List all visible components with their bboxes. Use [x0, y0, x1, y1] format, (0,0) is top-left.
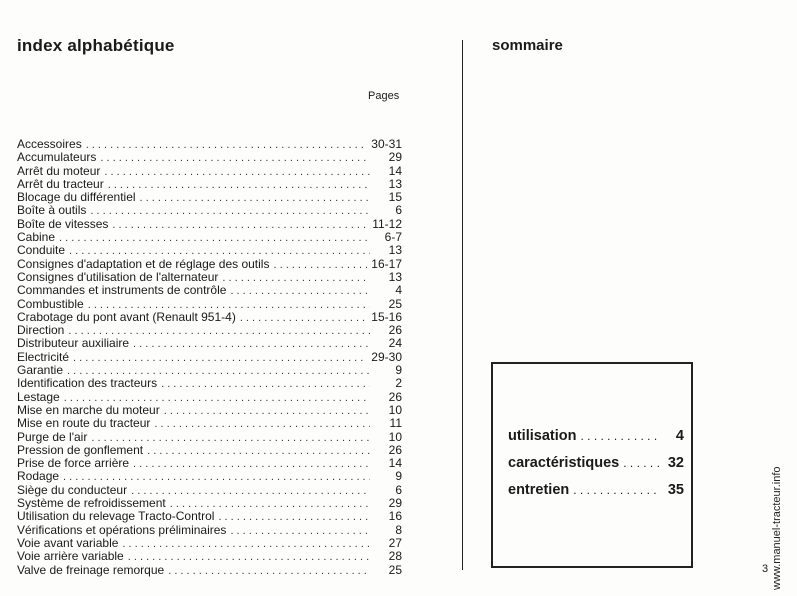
index-entry-label: Accessoires: [17, 137, 82, 151]
dot-leader: [122, 538, 370, 551]
dot-leader: [133, 458, 370, 471]
index-entry-page: 25: [388, 296, 402, 311]
index-entry-page: 9: [395, 469, 402, 484]
dot-leader: [108, 179, 370, 192]
dot-leader: [128, 551, 370, 564]
index-entry: [17, 417, 402, 430]
index-entry-label: Purge de l'air: [17, 429, 88, 444]
summary-entry: [508, 482, 684, 509]
index-entry-label: Voie avant variable: [17, 535, 119, 550]
index-entry: [17, 457, 402, 470]
index-entry: [17, 298, 402, 311]
index-entry-label: Voie arrière variable: [17, 549, 124, 564]
index-entry-page: 4: [395, 283, 402, 298]
index-entry: [17, 204, 402, 217]
index-entry: [17, 550, 402, 563]
dot-leader: [230, 285, 370, 298]
index-entry-label: Siège du conducteur: [17, 482, 128, 497]
summary-entry-page: 32: [667, 455, 684, 471]
summary-entry-page: 4: [675, 428, 684, 444]
summary-entry-page: 35: [667, 482, 684, 498]
index-entry: [17, 284, 402, 297]
index-entry-page: 14: [388, 456, 402, 471]
dot-leader: [222, 272, 370, 285]
index-entry: [17, 470, 402, 483]
dot-leader: [86, 139, 368, 152]
index-entry: [17, 524, 402, 537]
index-entry: [17, 364, 402, 377]
index-entry-page: 26: [388, 442, 402, 457]
index-entry: [17, 404, 402, 417]
index-entry-page: 26: [388, 323, 402, 338]
index-entry-page: 14: [388, 163, 402, 178]
index-entry-label: Boîte à outils: [17, 203, 87, 218]
dot-leader: [164, 405, 370, 418]
index-entry-page: 6: [395, 482, 402, 497]
dot-leader: [100, 152, 370, 165]
index-entry: [17, 537, 402, 550]
dot-leader: [104, 166, 370, 179]
index-entry-label: Mise en marche du moteur: [17, 402, 160, 417]
dot-leader: [218, 511, 370, 524]
index-title: index alphabétique: [17, 36, 175, 55]
index-entry-label: Système de refroidissement: [17, 496, 166, 511]
index-entry: [17, 231, 402, 244]
index-entry: [17, 151, 402, 164]
dot-leader: [168, 565, 370, 578]
index-entry: [17, 391, 402, 404]
index-entry-page: 29-30: [371, 349, 402, 364]
summary-entry: [508, 455, 684, 482]
summary-list: [508, 428, 684, 509]
index-entry-page: 16-17: [371, 256, 402, 271]
index-entry-label: Boîte de vitesses: [17, 216, 109, 231]
index-entry: [17, 377, 402, 390]
index-entry: [17, 311, 402, 324]
index-entry-page: 11: [389, 416, 402, 431]
index-entry-page: 10: [388, 429, 402, 444]
index-entry-label: Utilisation du relevage Tracto-Control: [17, 509, 215, 524]
dot-leader: [573, 483, 660, 497]
pages-column-header: Pages: [368, 90, 400, 102]
summary-entry-label: entretien: [508, 482, 570, 498]
alphabetical-index-list: [17, 138, 402, 577]
index-entry-label: Crabotage du pont avant (Renault 951-4): [17, 309, 236, 324]
index-entry-page: 2: [395, 376, 402, 391]
dot-leader: [133, 338, 370, 351]
index-entry: [17, 431, 402, 444]
index-entry-page: 29: [388, 150, 402, 165]
summary-entry-label: utilisation: [508, 428, 577, 444]
site-watermark: www.manuel-tracteur.info: [771, 466, 783, 590]
index-entry: [17, 218, 402, 231]
index-entry: [17, 191, 402, 204]
index-entry-label: Commandes et instruments de contrôle: [17, 283, 227, 298]
index-entry: [17, 178, 402, 191]
index-entry-label: Electricité: [17, 349, 70, 364]
page-number: 3: [762, 563, 769, 575]
index-entry-label: Mise en route du tracteur: [17, 416, 151, 431]
dot-leader: [161, 378, 370, 391]
index-entry-page: 13: [388, 243, 402, 258]
index-entry-label: Arrêt du tracteur: [17, 176, 104, 191]
index-entry-label: Consignes d'utilisation de l'alternateur: [17, 269, 219, 284]
index-entry-page: 16: [388, 509, 402, 524]
index-entry-label: Pression de gonflement: [17, 442, 144, 457]
index-entry-page: 29: [388, 496, 402, 511]
index-entry: [17, 138, 402, 151]
index-entry-page: 9: [395, 363, 402, 378]
dot-leader: [273, 259, 367, 272]
summary-box: [491, 362, 693, 568]
dot-leader: [240, 312, 367, 325]
index-entry-label: Direction: [17, 323, 65, 338]
index-entry-label: Garantie: [17, 363, 64, 378]
index-entry-label: Accumulateurs: [17, 150, 97, 165]
column-divider: [462, 40, 463, 570]
index-entry-page: 24: [388, 336, 402, 351]
index-entry-label: Cabine: [17, 230, 56, 245]
index-entry-page: 15-16: [371, 309, 402, 324]
index-entry: [17, 337, 402, 350]
dot-leader: [59, 232, 370, 245]
dot-leader: [154, 418, 370, 431]
index-entry-page: 10: [388, 402, 402, 417]
index-entry: [17, 324, 402, 337]
index-entry-label: Valve de freinage remorque: [17, 562, 165, 577]
dot-leader: [623, 456, 660, 470]
index-entry: [17, 510, 402, 523]
index-entry-page: 26: [388, 389, 402, 404]
dot-leader: [230, 525, 370, 538]
dot-leader: [580, 429, 660, 443]
index-entry: [17, 564, 402, 577]
index-entry-label: Prise de force arrière: [17, 456, 130, 471]
index-entry-page: 6-7: [384, 230, 402, 245]
dot-leader: [147, 445, 370, 458]
summary-entry-label: caractéristiques: [508, 455, 620, 471]
index-entry-label: Lestage: [17, 389, 60, 404]
index-entry-label: Distributeur auxiliaire: [17, 336, 130, 351]
dot-leader: [131, 485, 370, 498]
summary-entry: [508, 428, 684, 455]
index-entry-page: 8: [395, 522, 402, 537]
summary-title: sommaire: [492, 37, 563, 54]
index-entry-page: 13: [388, 176, 402, 191]
index-entry-page: 27: [388, 535, 402, 550]
index-entry-label: Vérifications et opérations préliminaires: [17, 522, 227, 537]
index-entry-label: Conduite: [17, 243, 66, 258]
index-entry-page: 11-12: [372, 216, 402, 231]
dot-leader: [73, 352, 367, 365]
index-entry-page: 28: [388, 549, 402, 564]
index-entry-page: 13: [388, 269, 402, 284]
index-entry-page: 15: [388, 190, 402, 205]
index-entry-label: Rodage: [17, 469, 60, 484]
dot-leader: [112, 219, 368, 232]
index-entry: [17, 165, 402, 178]
index-entry: [17, 497, 402, 510]
index-entry-label: Consignes d'adaptation et de réglage des outils: [17, 256, 270, 271]
index-entry: [17, 444, 402, 457]
index-entry: [17, 351, 402, 364]
index-entry-page: 6: [395, 203, 402, 218]
index-entry-label: Blocage du différentiel: [17, 190, 136, 205]
dot-leader: [140, 192, 370, 205]
dot-leader: [90, 205, 370, 218]
index-entry-label: Combustible: [17, 296, 84, 311]
index-entry: [17, 271, 402, 284]
index-entry: [17, 244, 402, 257]
index-entry-page: 25: [388, 562, 402, 577]
index-entry: [17, 484, 402, 497]
index-entry-label: Identification des tracteurs: [17, 376, 158, 391]
index-entry: [17, 258, 402, 271]
index-entry-page: 30-31: [371, 137, 402, 151]
index-entry-label: Arrêt du moteur: [17, 163, 101, 178]
